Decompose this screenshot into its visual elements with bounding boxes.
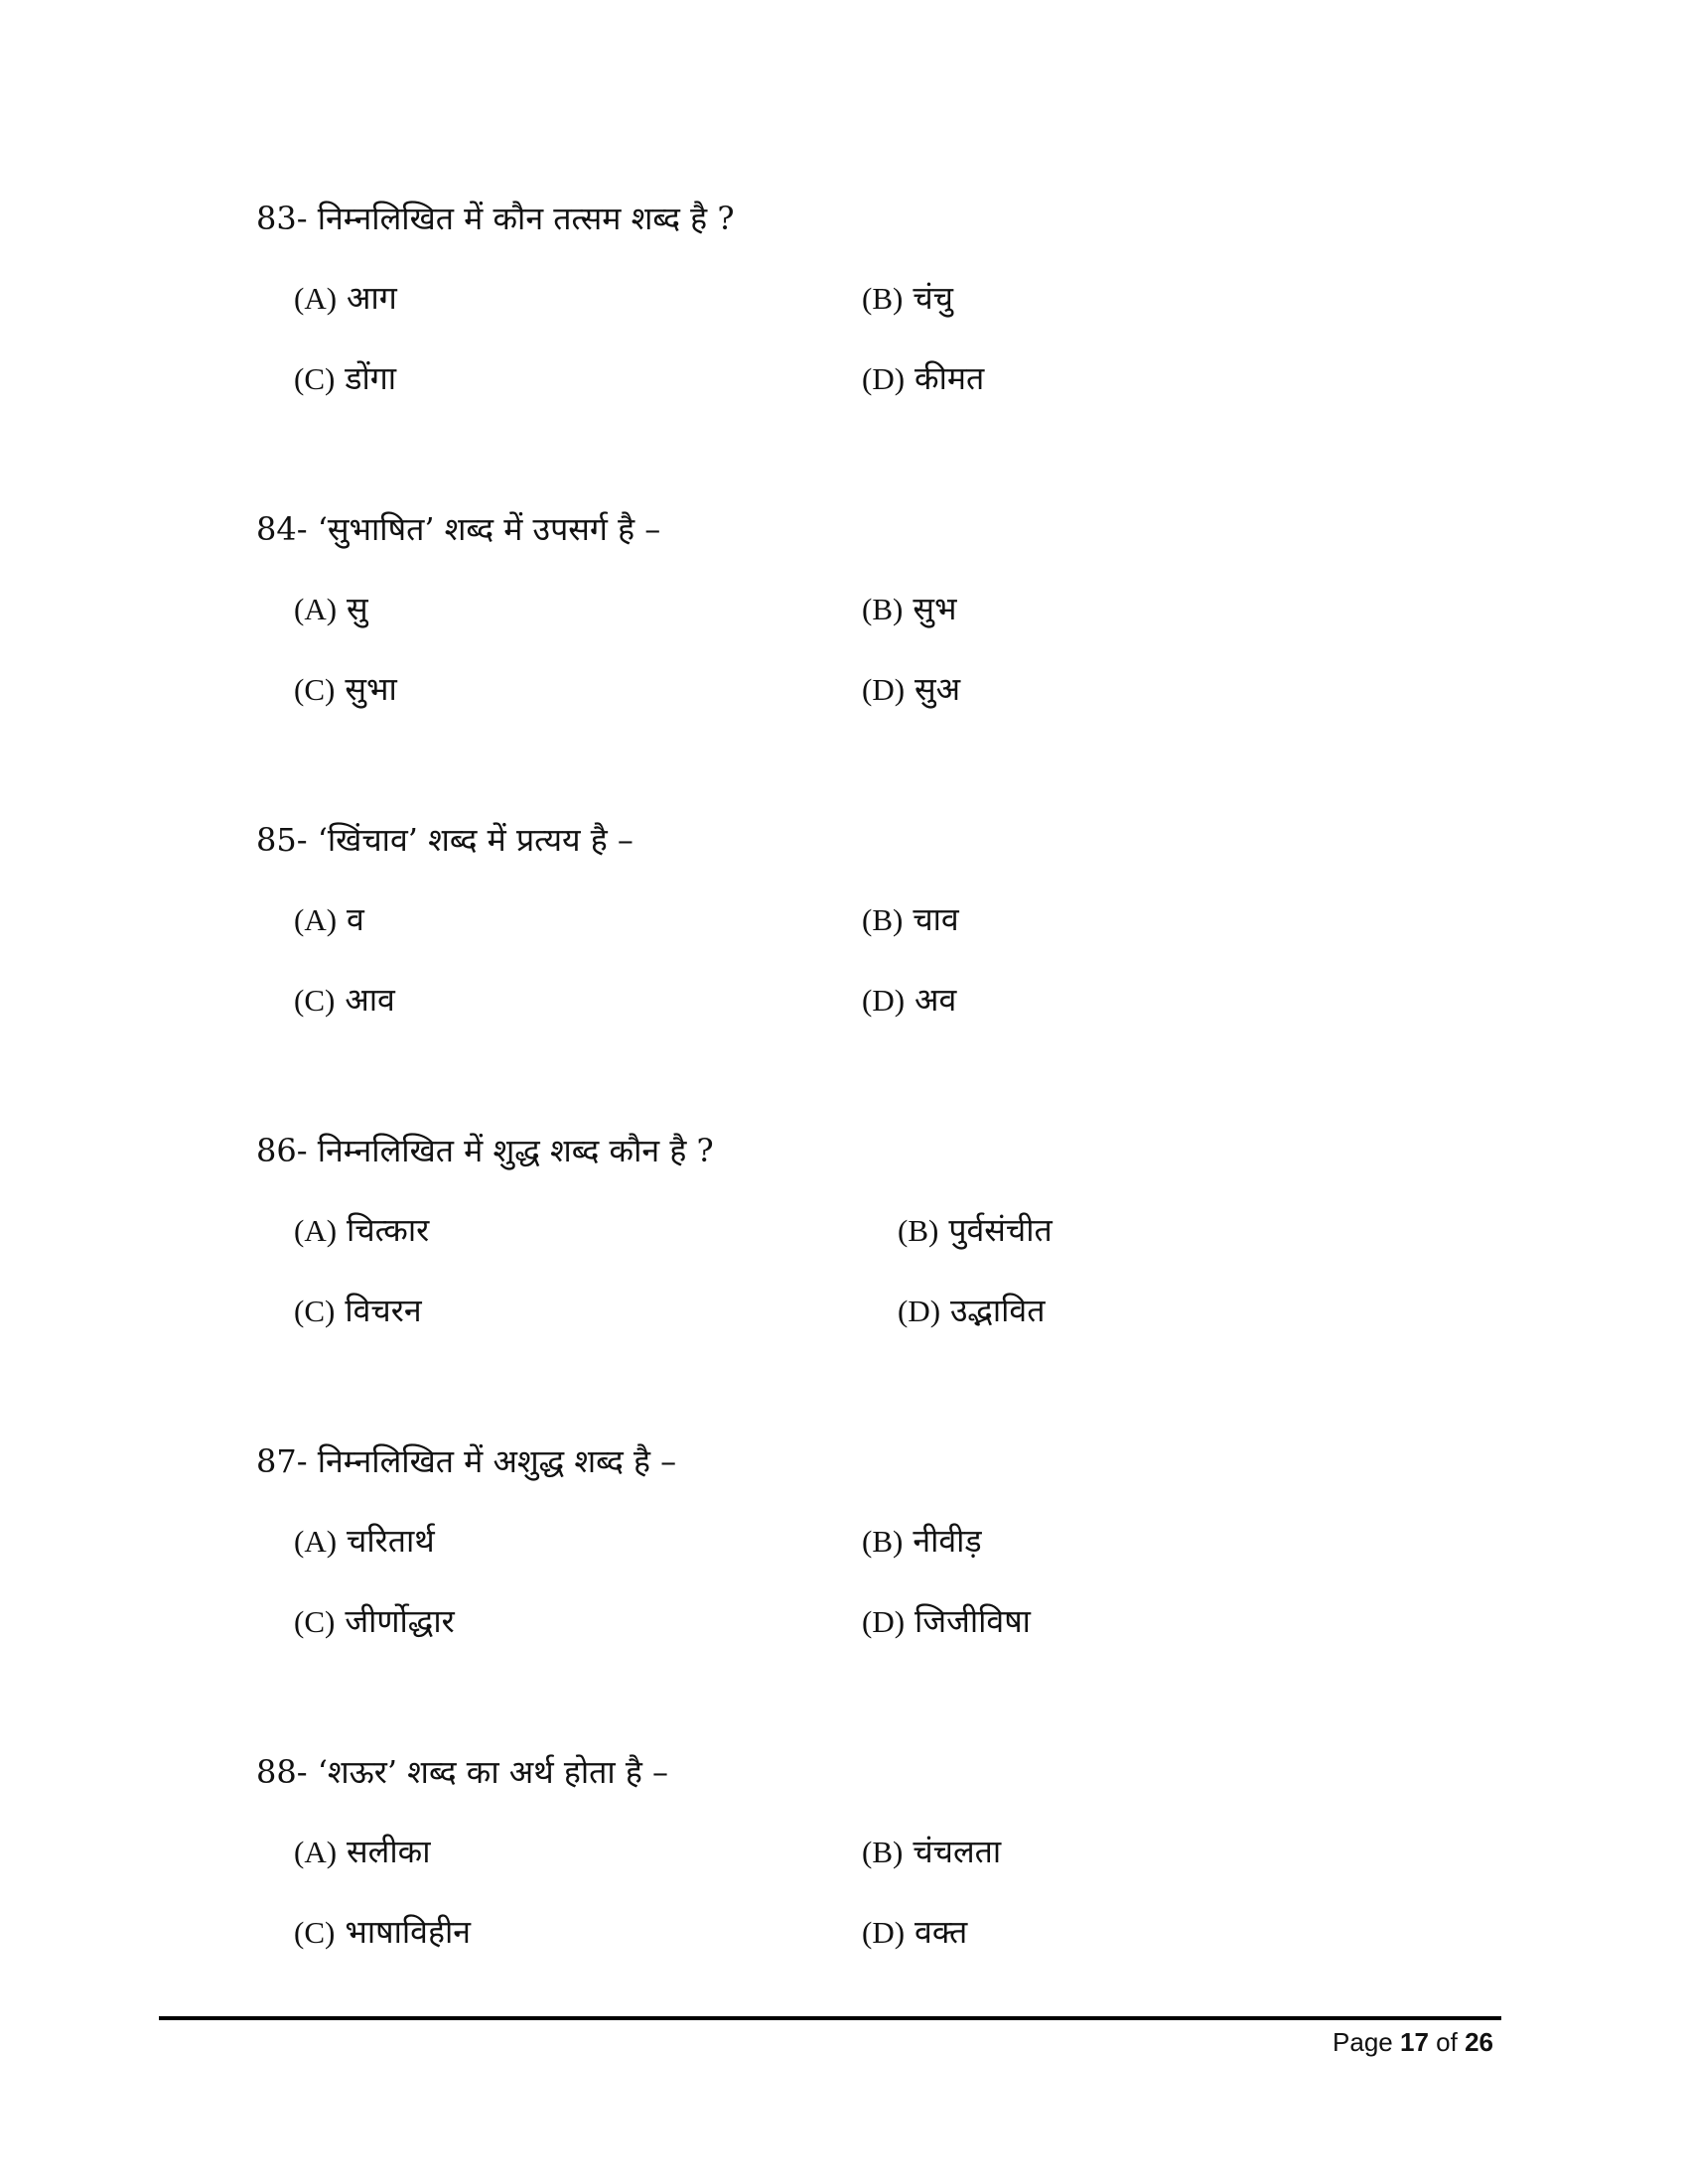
option-text: सलीका [347, 1833, 431, 1870]
option-text: चित्कार [347, 1211, 430, 1249]
option-c [294, 1601, 455, 1642]
option-text: व [347, 900, 364, 938]
option-text: सुभा [345, 670, 397, 708]
option-key: (D) [862, 361, 906, 396]
option-key: (C) [294, 1604, 336, 1639]
option-d [862, 669, 960, 710]
option-d [862, 1912, 967, 1953]
option-key: (D) [862, 983, 906, 1018]
option-text: सुअ [914, 670, 961, 708]
option-text: भाषाविहीन [345, 1913, 472, 1951]
question-85 [256, 820, 1497, 1019]
option-b [862, 1521, 982, 1562]
option-c [294, 669, 397, 710]
option-key: (B) [862, 902, 904, 937]
page-word: Page [1333, 2027, 1393, 2057]
option-text: जीर्णोद्धार [345, 1602, 455, 1640]
option-text: विचरन [345, 1292, 422, 1329]
option-text: आग [347, 279, 397, 317]
question-86 [256, 1131, 1497, 1329]
option-key: (C) [294, 361, 336, 396]
question-stem: 85- ‘खिंचाव’ शब्द में प्रत्यय है – [256, 821, 633, 859]
option-key: (A) [294, 902, 338, 937]
option-key: (D) [898, 1294, 941, 1328]
option-d [862, 1601, 1031, 1642]
option-key: (B) [862, 281, 904, 316]
option-text: सुभ [913, 590, 957, 627]
option-b [862, 278, 953, 319]
option-b [862, 1832, 1001, 1872]
option-key: (A) [294, 592, 338, 626]
option-c [294, 980, 395, 1021]
question-stem: 86- निम्नलिखित में शुद्ध शब्द कौन है ? [256, 1132, 714, 1169]
option-b [898, 1210, 1053, 1251]
option-d [862, 980, 956, 1021]
option-d [862, 358, 984, 399]
option-key: (A) [294, 1524, 338, 1559]
option-c [294, 1912, 471, 1953]
option-key: (D) [862, 672, 906, 707]
option-text: वक्त [914, 1913, 968, 1951]
option-key: (C) [294, 1294, 336, 1328]
question-88 [256, 1752, 1497, 1951]
option-key: (B) [862, 592, 904, 626]
question-stem: 84- ‘सुभाषित’ शब्द में उपसर्ग है – [256, 510, 661, 548]
option-text: चंचलता [913, 1833, 1002, 1870]
option-key: (B) [862, 1835, 904, 1869]
option-key: (B) [862, 1524, 904, 1559]
option-a [294, 589, 368, 629]
option-key: (B) [898, 1213, 939, 1248]
option-text: पुर्वसंचीत [948, 1211, 1053, 1249]
total-pages: 26 [1465, 2027, 1493, 2057]
option-a [294, 1521, 435, 1562]
option-text: चाव [913, 900, 959, 938]
option-text: डोंगा [345, 359, 397, 397]
option-c [294, 358, 396, 399]
option-text: कीमत [914, 359, 985, 397]
option-key: (C) [294, 1915, 336, 1950]
option-text: आव [345, 981, 395, 1019]
option-a [294, 278, 397, 319]
question-stem: 83- निम्नलिखित में कौन तत्सम शब्द है ? [256, 200, 735, 237]
question-87 [256, 1441, 1497, 1640]
footer-divider [159, 2016, 1501, 2020]
option-d [898, 1291, 1045, 1331]
page-number [1333, 2025, 1493, 2059]
option-text: अव [914, 981, 957, 1019]
option-a [294, 1832, 431, 1872]
option-b [862, 899, 959, 940]
question-stem: 87- निम्नलिखित में अशुद्ध शब्द है – [256, 1442, 677, 1480]
option-key: (D) [862, 1604, 906, 1639]
option-key: (C) [294, 672, 336, 707]
option-text: चंचु [913, 279, 953, 317]
option-text: नीवीड़ [913, 1522, 982, 1560]
option-text: चरितार्थ [347, 1522, 435, 1560]
option-b [862, 589, 956, 629]
option-a [294, 1210, 429, 1251]
option-a [294, 899, 364, 940]
option-text: सु [347, 590, 368, 627]
option-c [294, 1291, 422, 1331]
option-key: (A) [294, 1835, 338, 1869]
question-84 [256, 509, 1497, 708]
option-key: (D) [862, 1915, 906, 1950]
question-83 [256, 199, 1497, 397]
question-stem: 88- ‘शऊर’ शब्द का अर्थ होता है – [256, 1753, 669, 1791]
option-text: उद्भावित [950, 1292, 1046, 1329]
option-text: जिजीविषा [914, 1602, 1031, 1640]
option-key: (A) [294, 1213, 338, 1248]
option-key: (C) [294, 983, 336, 1018]
of-word: of [1436, 2027, 1458, 2057]
option-key: (A) [294, 281, 338, 316]
current-page: 17 [1400, 2027, 1429, 2057]
